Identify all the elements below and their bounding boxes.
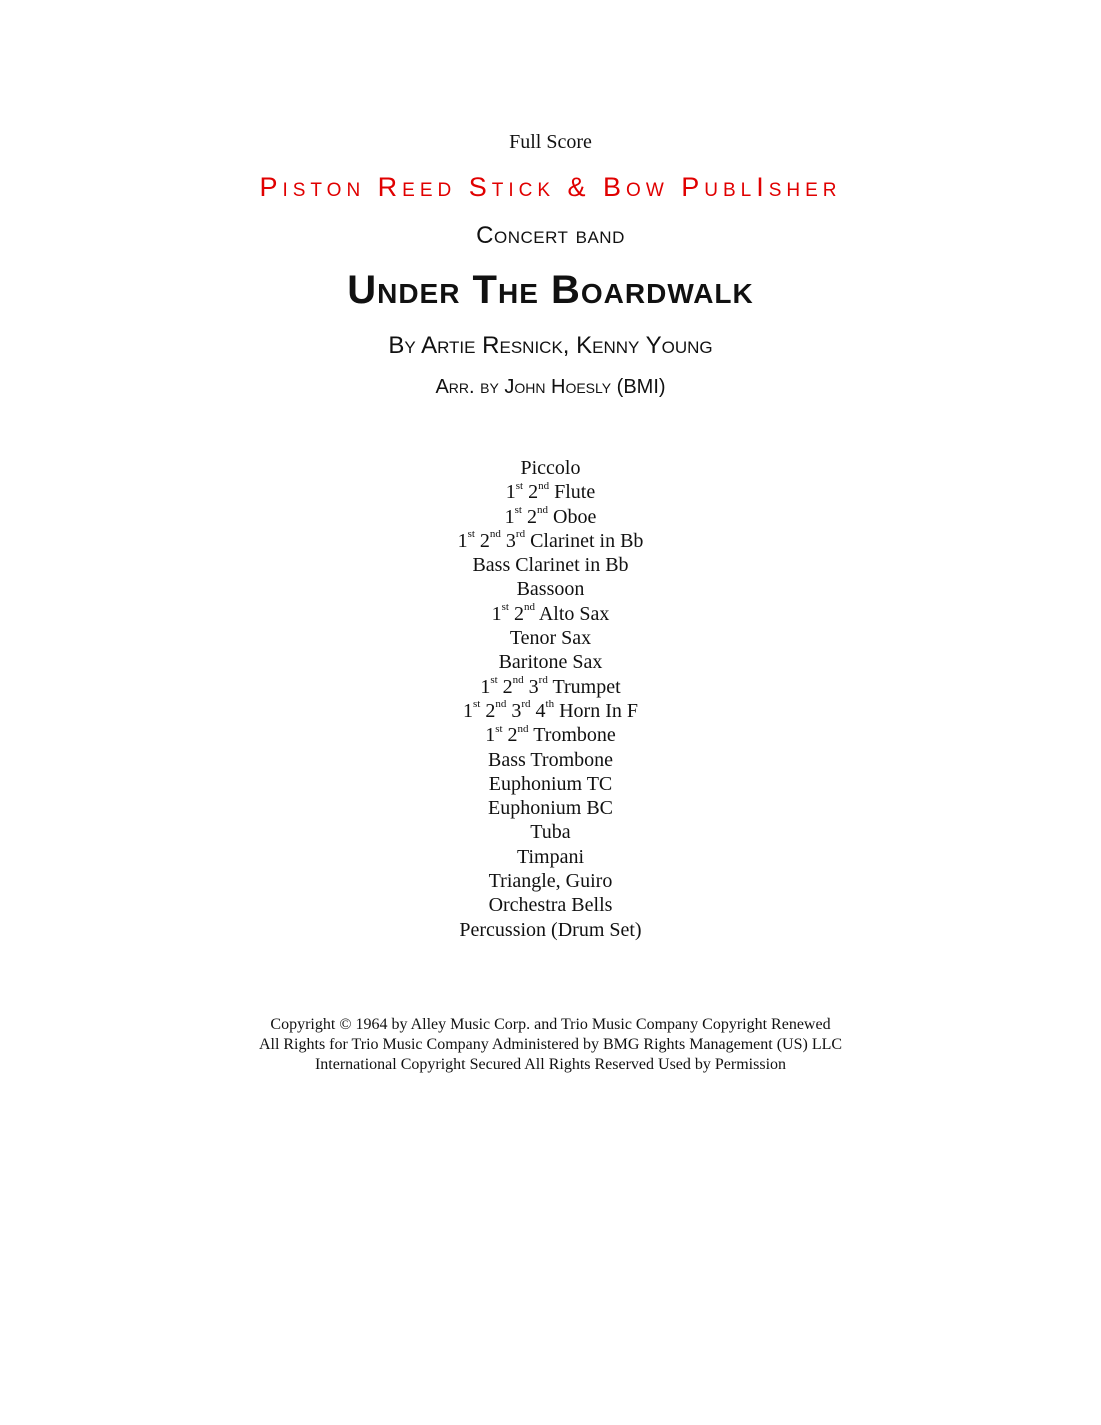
score-type-label: Full Score bbox=[509, 131, 592, 153]
instrument-list bbox=[0, 456, 1101, 942]
instrument-name: Bass Trombone bbox=[487, 748, 614, 771]
part-number: 2 bbox=[485, 699, 496, 722]
instrument-name: Horn In F bbox=[559, 699, 638, 722]
instrument-item bbox=[0, 626, 1101, 650]
instrument-item bbox=[0, 796, 1101, 820]
instrument-item bbox=[0, 723, 1101, 747]
instrument-item bbox=[0, 893, 1101, 917]
part-number: 2 bbox=[502, 675, 513, 698]
instrument-item bbox=[0, 869, 1101, 893]
instrument-name: Orchestra Bells bbox=[488, 894, 613, 917]
ordinal-suffix: nd bbox=[489, 528, 501, 541]
publisher-name: Piston Reed Stick & Bow PublIsher bbox=[259, 172, 842, 202]
instrument-name: Oboe bbox=[553, 505, 597, 528]
part-number: 1 bbox=[485, 724, 496, 747]
instrument-item bbox=[0, 845, 1101, 869]
instrument-name: Bassoon bbox=[516, 578, 585, 601]
part-number: 3 bbox=[505, 529, 516, 552]
instrument-name: Bass Clarinet in Bb bbox=[472, 554, 629, 577]
ordinal-suffix: rd bbox=[521, 698, 531, 711]
copyright-line: Copyright © 1964 by Alley Music Corp. and Trio Music Company Copyright Renewed bbox=[270, 1016, 831, 1033]
instrument-name: Triangle, Guiro bbox=[488, 870, 613, 893]
instrument-item bbox=[0, 456, 1101, 480]
part-number: 2 bbox=[528, 481, 539, 504]
part-number: 1 bbox=[480, 675, 491, 698]
instrument-item bbox=[0, 918, 1101, 942]
arranger-credit: Arr. by John Hoesly (BMI) bbox=[435, 376, 666, 398]
ordinal-suffix: nd bbox=[538, 479, 550, 492]
ordinal-suffix: rd bbox=[515, 528, 526, 541]
instrument-item bbox=[0, 772, 1101, 796]
piece-title: Under The Boardwalk bbox=[347, 268, 754, 312]
part-number: 1 bbox=[504, 505, 515, 528]
copyright-notice bbox=[0, 1015, 1101, 1075]
ordinal-suffix: st bbox=[515, 479, 524, 492]
instrument-name: Baritone Sax bbox=[498, 651, 603, 674]
ordinal-suffix: nd bbox=[523, 601, 535, 614]
instrument-item bbox=[0, 529, 1101, 553]
instrument-name: Alto Sax bbox=[538, 602, 610, 625]
ensemble-type: Concert band bbox=[476, 222, 625, 249]
ordinal-suffix: st bbox=[495, 722, 503, 735]
instrument-item bbox=[0, 577, 1101, 601]
instrument-item bbox=[0, 699, 1101, 723]
instrument-name: Percussion (Drum Set) bbox=[459, 918, 642, 941]
ordinal-suffix: st bbox=[467, 528, 475, 541]
part-number: 4 bbox=[535, 699, 546, 722]
copyright-line: All Rights for Trio Music Company Administered by BMG Rights Management (US) LLC bbox=[258, 1036, 843, 1053]
part-number: 3 bbox=[528, 675, 539, 698]
instrument-item bbox=[0, 505, 1101, 529]
copyright-line: International Copyright Secured All Rights Reserved Used by Permission bbox=[314, 1056, 787, 1073]
part-number: 3 bbox=[511, 699, 522, 722]
instrument-name: Clarinet in Bb bbox=[530, 529, 644, 552]
ordinal-suffix: th bbox=[545, 698, 555, 711]
ordinal-suffix: rd bbox=[538, 674, 548, 687]
part-number: 2 bbox=[507, 724, 518, 747]
ordinal-suffix: st bbox=[490, 674, 498, 687]
instrument-name: Trumpet bbox=[552, 675, 621, 698]
ordinal-suffix: nd bbox=[537, 503, 548, 516]
instrument-name: Tuba bbox=[530, 821, 571, 844]
instrument-item bbox=[0, 602, 1101, 626]
instrument-name: Timpani bbox=[516, 845, 585, 868]
part-number: 1 bbox=[505, 481, 516, 504]
ordinal-suffix: nd bbox=[495, 698, 507, 711]
instrument-item bbox=[0, 748, 1101, 772]
instrument-item bbox=[0, 675, 1101, 699]
part-number: 2 bbox=[527, 505, 537, 528]
ordinal-suffix: st bbox=[514, 503, 522, 516]
instrument-name: Euphonium BC bbox=[487, 797, 613, 820]
ordinal-suffix: nd bbox=[512, 674, 524, 687]
instrument-name: Euphonium TC bbox=[488, 772, 613, 795]
instrument-item bbox=[0, 553, 1101, 577]
instrument-name: Tenor Sax bbox=[509, 627, 592, 650]
instrument-item bbox=[0, 650, 1101, 674]
part-number: 1 bbox=[457, 529, 468, 552]
instrument-item bbox=[0, 480, 1101, 504]
part-number: 1 bbox=[491, 602, 502, 625]
instrument-item bbox=[0, 820, 1101, 844]
instrument-name: Piccolo bbox=[520, 457, 581, 479]
instrument-name: Flute bbox=[554, 481, 596, 504]
ordinal-suffix: st bbox=[501, 601, 509, 614]
instrument-name: Trombone bbox=[533, 724, 616, 747]
ordinal-suffix: st bbox=[473, 698, 481, 711]
part-number: 1 bbox=[463, 699, 474, 722]
ordinal-suffix: nd bbox=[517, 722, 529, 735]
composer-credit: By Artie Resnick, Kenny Young bbox=[388, 332, 713, 359]
part-number: 2 bbox=[513, 602, 524, 625]
part-number: 2 bbox=[479, 529, 490, 552]
